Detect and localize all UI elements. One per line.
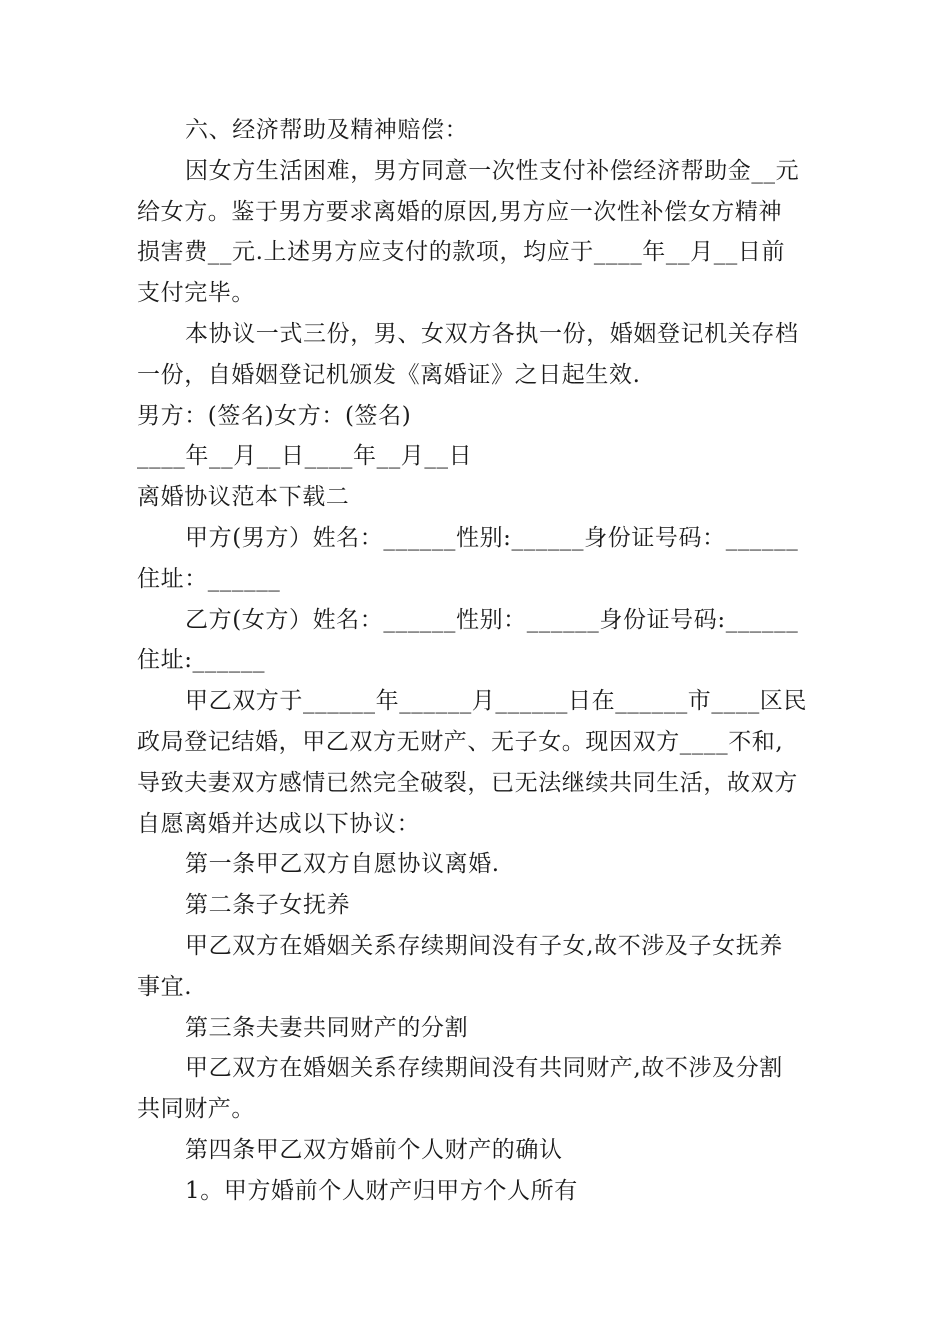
paragraph-line: 事宜. [137,973,193,1000]
paragraph-line: 损害费__元.上述男方应支付的款项，均应于____年__月__日前 [137,239,786,266]
signature-line: 男方：(签名)女方：(签名) [137,402,412,429]
document-body [137,110,817,1212]
paragraph-line: 甲乙双方在婚姻关系存续期间没有共同财产,故不涉及分割 [185,1055,783,1082]
paragraph-line: 导致夫妻双方感情已然完全破裂，已无法继续共同生活，故双方 [137,769,798,796]
article-four-heading: 第四条甲乙双方婚前个人财产的确认 [185,1136,563,1163]
paragraph-line: 自愿离婚并达成以下协议： [137,810,421,837]
party-b-address: 住址:______ [137,647,266,674]
article-three-heading: 第三条夫妻共同财产的分割 [185,1014,469,1041]
party-a-address: 住址：______ [137,565,281,592]
article-one: 第一条甲乙双方自愿协议离婚. [185,851,500,878]
paragraph-line: 甲乙双方在婚姻关系存续期间没有子女,故不涉及子女抚养 [185,932,783,959]
paragraph-line: 一份，自婚姻登记机颁发《离婚证》之日起生效. [137,361,641,388]
sample-title: 离婚协议范本下载二 [137,484,350,511]
article-two-heading: 第二条子女抚养 [185,892,351,919]
paragraph-line: 因女方生活困难，男方同意一次性支付补偿经济帮助金__元 [185,157,800,184]
list-item: 1。甲方婚前个人财产归甲方个人所有 [185,1177,578,1204]
paragraph-line: 支付完毕。 [137,280,255,307]
date-line: ____年__月__日____年__月__日 [137,443,473,470]
paragraph-line: 共同财产。 [137,1096,255,1123]
paragraph-line: 政局登记结婚，甲乙双方无财产、无子女。现因双方____不和, [137,728,784,755]
paragraph-line: 本协议一式三份，男、女双方各执一份，婚姻登记机关存档 [185,320,799,347]
section-heading-financial-help: 六、经济帮助及精神赔偿： [185,117,469,143]
party-b-info: 乙方(女方）姓名：______性别：______身份证号码:______ [185,606,799,633]
party-a-info: 甲方(男方）姓名：______性别:______身份证号码：______ [185,524,799,551]
paragraph-line: 给女方。鉴于男方要求离婚的原因,男方应一次性补偿女方精神 [137,198,783,225]
paragraph-line: 甲乙双方于______年______月______日在______市____区民 [185,688,807,715]
